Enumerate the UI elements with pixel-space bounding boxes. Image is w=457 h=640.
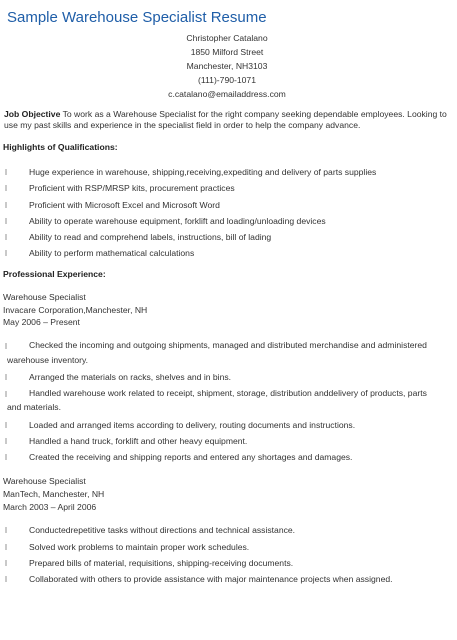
- job-entry: [3, 291, 451, 329]
- duty-line: Checked the incoming and outgoing shipments, managed and distributed merchandise and administered: [29, 340, 427, 351]
- duty-line: Prepared bills of material, requisitions, shipping-receiving documents.: [29, 557, 294, 568]
- duty-line: Solved work problems to maintain proper work schedules.: [29, 541, 250, 552]
- objective-label: Job Objective: [4, 108, 61, 119]
- highlights-heading: Highlights of Qualifications:: [3, 142, 118, 153]
- list-item: [3, 571, 451, 587]
- list-item: [3, 555, 451, 571]
- list-item: [3, 369, 451, 385]
- list-item: [3, 433, 451, 449]
- job-objective: [3, 109, 451, 133]
- job-duties-list: [3, 338, 451, 465]
- duty-line: Handled warehouse work related to receipt, shipment, storage, distribution anddelivery of products, parts: [29, 387, 427, 398]
- experience-heading: Professional Experience:: [3, 269, 106, 280]
- duty-line: Created the receiving and shipping reports and entered any shortages and damages.: [29, 452, 353, 463]
- list-item: [3, 386, 451, 417]
- duty-line: Collaborated with others to provide assistance with major maintenance projects when assigned.: [29, 573, 393, 584]
- job-title: Warehouse Specialist: [3, 476, 86, 487]
- job-entry: [3, 475, 451, 513]
- list-item: Ability to operate warehouse equipment, forklift and loading/unloading devices: [3, 213, 451, 229]
- list-item: [3, 338, 451, 369]
- duty-line: Conductedrepetitive tasks without directions and technical assistance.: [29, 525, 296, 536]
- list-item: [3, 539, 451, 555]
- duty-line: Loaded and arranged items according to delivery, routing documents and instructions.: [29, 419, 356, 430]
- list-item: [3, 522, 451, 538]
- list-item: Proficient with RSP/MRSP kits, procurement practices: [3, 180, 451, 196]
- contact-phone: (111)-790-1071: [198, 74, 256, 85]
- duty-line: Handled a hand truck, forklift and other heavy equipment.: [29, 435, 248, 446]
- list-item: [3, 449, 451, 465]
- resume-title: Sample Warehouse Specialist Resume: [7, 9, 267, 26]
- list-item: Huge experience in warehouse, shipping,receiving,expediting and delivery of parts supplies: [3, 164, 451, 180]
- list-item: [3, 417, 451, 433]
- list-item: Ability to read and comprehend labels, instructions, bill of lading: [3, 229, 451, 245]
- highlights-list: [3, 164, 451, 261]
- contact-email: c.catalano@emailaddress.com: [168, 88, 286, 99]
- job-company: ManTech, Manchester, NH: [3, 488, 105, 499]
- job-company: Invacare Corporation,Manchester, NH: [3, 304, 148, 315]
- duty-line-continued: warehouse inventory.: [7, 354, 89, 365]
- duty-line-continued: and materials.: [7, 402, 61, 413]
- job-duties-list: [3, 522, 451, 587]
- list-item: Ability to perform mathematical calculations: [3, 245, 451, 261]
- job-title: Warehouse Specialist: [3, 291, 86, 302]
- contact-city: Manchester, NH3103: [186, 60, 268, 71]
- contact-street: 1850 Milford Street: [190, 46, 264, 57]
- duty-line: Arranged the materials on racks, shelves and in bins.: [29, 372, 232, 383]
- objective-text: To work as a Warehouse Specialist for the right company seeking dependable employees. Looking to use my past skills and experience in the specialist field in order to help the company advance.: [4, 108, 447, 131]
- contact-name: Christopher Catalano: [186, 33, 268, 43]
- job-dates: March 2003 – April 2006: [3, 501, 97, 512]
- job-dates: May 2006 – Present: [3, 317, 80, 328]
- contact-block: [3, 32, 451, 102]
- list-item: Proficient with Microsoft Excel and Microsoft Word: [3, 197, 451, 213]
